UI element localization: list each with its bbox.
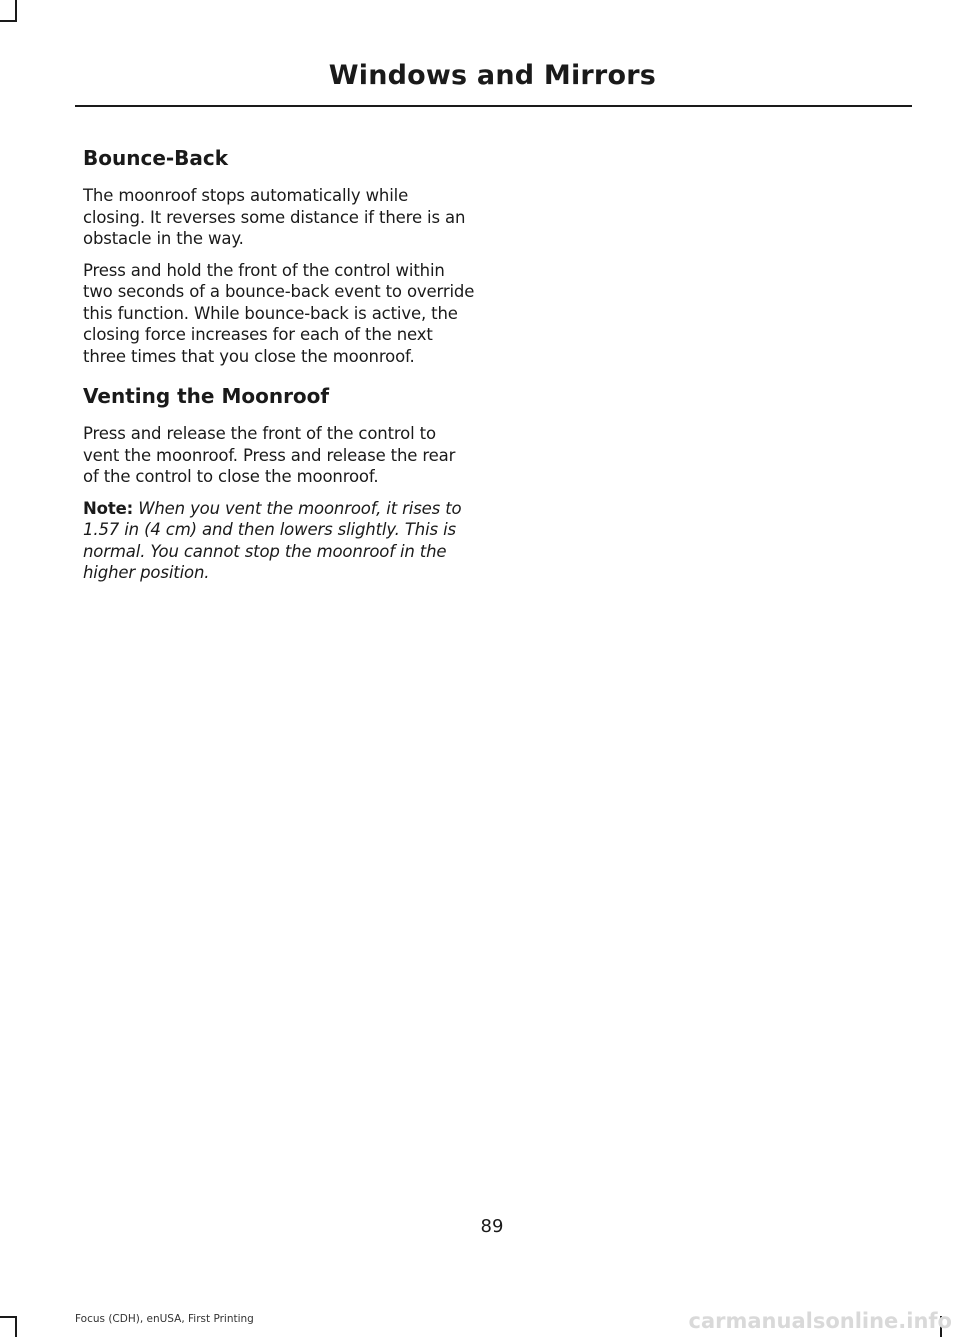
note — [83, 498, 475, 584]
paragraph: The moonroof stops automatically while closing. It reverses some distance if there is an obstacle in the way. — [83, 186, 466, 248]
note-label: Note: — [83, 498, 134, 518]
page-title: Windows and Mirrors — [328, 60, 656, 91]
crop-mark-top-left-vertical — [15, 0, 17, 22]
crop-mark-top-left-horizontal — [0, 20, 17, 22]
crop-mark-bottom-left-horizontal — [0, 1316, 17, 1318]
watermark: carmanualsonline.info — [688, 1309, 952, 1333]
crop-mark-bottom-left-vertical — [15, 1316, 17, 1337]
paragraph: Press and hold the front of the control within two seconds of a bounce-back event to override this function. While bounce-back is active, the closing force increases for each of the next three times that you close the moonroof. — [83, 260, 475, 366]
footer-text: Focus (CDH), enUSA, First Printing — [75, 1313, 254, 1325]
note-text: When you vent the moonroof, it rises to 1.57 in (4 cm) and then lowers slightly. This is normal. You cannot stop the moonroof in the higher position. — [83, 498, 462, 582]
main-content — [83, 143, 475, 594]
header-divider — [75, 105, 912, 107]
section-heading-venting: Venting the Moonroof — [83, 384, 330, 408]
page-number: 89 — [480, 1216, 504, 1237]
section-heading-bounce-back: Bounce-Back — [83, 146, 229, 170]
paragraph: Press and release the front of the control to vent the moonroof. Press and release the rear of the control to close the moonroof. — [83, 424, 456, 486]
